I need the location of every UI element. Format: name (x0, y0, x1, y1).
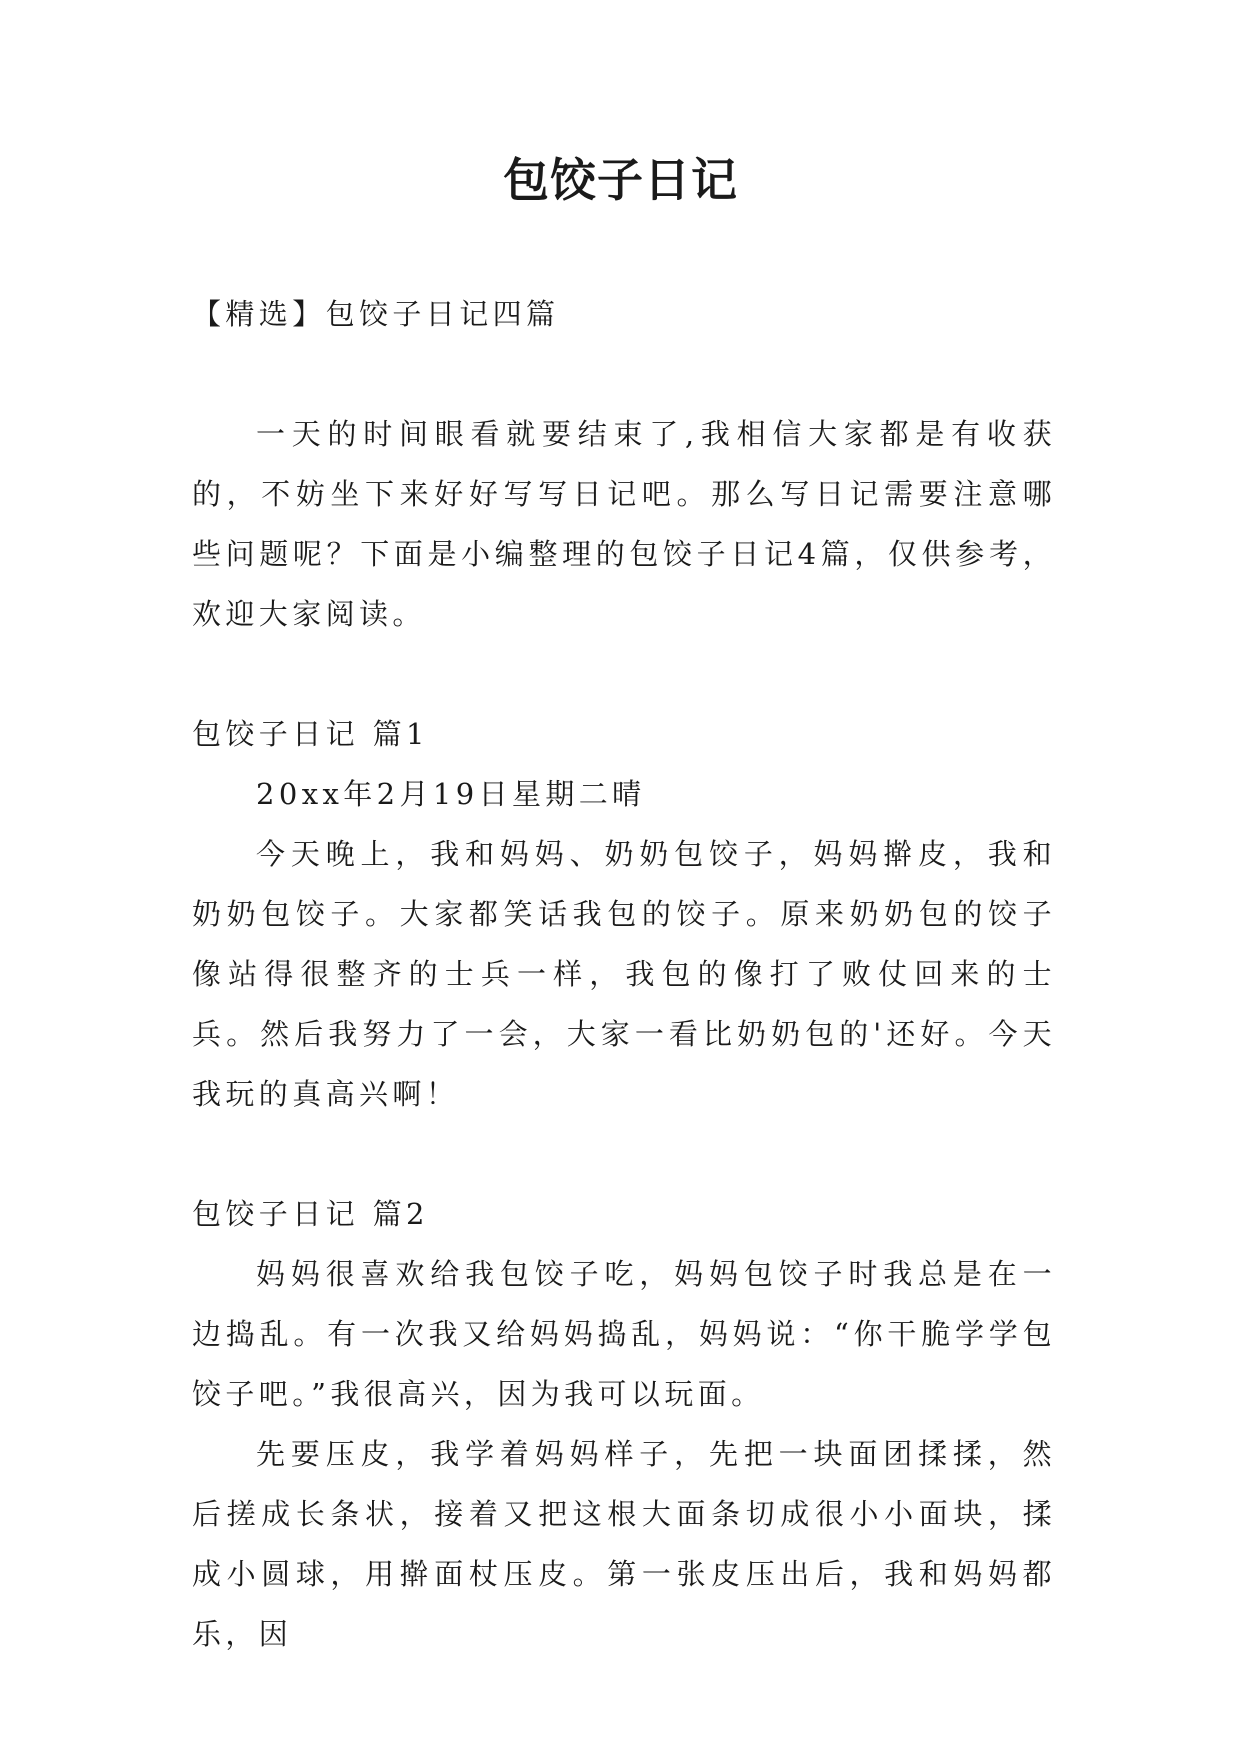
document-title: 包饺子日记 (503, 153, 738, 207)
document-body (192, 284, 1056, 1664)
section-1 (192, 704, 1056, 1124)
document-subtitle: 【精选】包饺子日记四篇 (192, 297, 560, 331)
section-2 (192, 1184, 1056, 1664)
section-heading: 包饺子日记 篇1 (192, 717, 429, 751)
section-heading: 包饺子日记 篇2 (192, 1197, 429, 1231)
section-paragraph: 妈妈很喜欢给我包饺子吃，妈妈包饺子时我总是在一边捣乱。有一次我又给妈妈捣乱，妈妈说：“你干脆学学包饺子吧。”我很高兴，因为我可以玩面。 (192, 1257, 1056, 1411)
diary-date-line: 20xx年2月19日星期二晴 (256, 777, 646, 811)
intro-paragraph: 一天的时间眼看就要结束了,我相信大家都是有收获的，不妨坐下来好好写写日记吧。那么写日记需要注意哪些问题呢？下面是小编整理的包饺子日记4篇，仅供参考，欢迎大家阅读。 (192, 417, 1056, 631)
section-paragraph: 先要压皮，我学着妈妈样子，先把一块面团揉揉，然后搓成长条状，接着又把这根大面条切成很小小面块，揉成小圆球，用擀面杖压皮。第一张皮压出后，我和妈妈都乐，因 (192, 1437, 1056, 1651)
section-paragraph: 今天晚上，我和妈妈、奶奶包饺子，妈妈擀皮，我和奶奶包饺子。大家都笑话我包的饺子。原来奶奶包的饺子像站得很整齐的士兵一样，我包的像打了败仗回来的士兵。然后我努力了一会，大家一看比奶奶包的'还好。今天我玩的真高兴啊！ (192, 837, 1056, 1111)
